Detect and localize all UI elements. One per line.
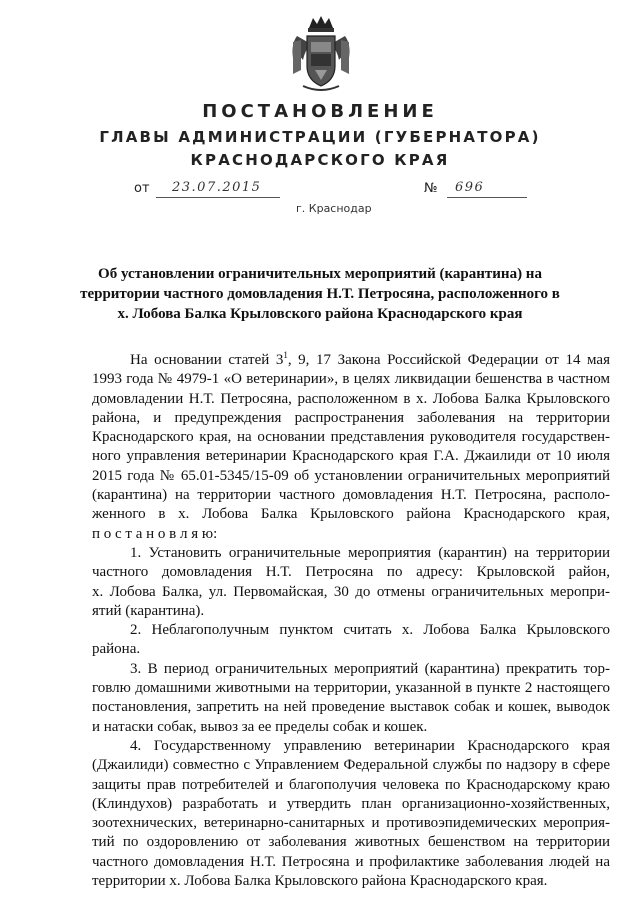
preamble-line-rest: , 9, 17 Закона Российской Федерации от 14 мая <box>287 352 610 368</box>
date-underline <box>156 197 280 198</box>
body-line: говлю домашними животными на территории, указанной в пункте 2 настоящего <box>92 680 610 697</box>
body-line: 1993 года № 4979-1 «О ветеринарии», в целях ликвидации бешенства в частном <box>92 371 610 388</box>
body-line: частного домовладения Н.Т. Петросяна по адресу: Крыловской район, <box>92 564 610 581</box>
number-prefix: № <box>424 181 438 196</box>
body-line: 1. Установить ограничительные мероприятия (карантин) на территории <box>130 544 610 561</box>
document-body <box>92 346 610 891</box>
region-heading: КРАСНОДАРСКОГО КРАЯ <box>190 151 450 169</box>
body-line: х. Лобова Балка, ул. Первомайская, 30 до отмены ограничительных меропри- <box>92 583 610 600</box>
body-line: домовладении Н.Т. Петросяна, расположенном в х. Лобова Балка Крыловского <box>92 390 610 407</box>
issuer-heading: ГЛАВЫ АДМИНИСТРАЦИИ (ГУБЕРНАТОРА) <box>99 128 541 146</box>
title-line: территории частного домовладения Н.Т. Петросяна, расположенного в <box>80 286 560 302</box>
body-line: ного управления ветеринарии Краснодарского края Г.А. Джаилиди от 10 июля <box>92 448 610 465</box>
body-line: территории х. Лобова Балка Крыловского района Краснодарского края. <box>92 873 548 890</box>
body-line: частного домовладения Н.Т. Петросяна и профилактике заболевания людей на <box>92 853 610 870</box>
body-line: зоотехнических, ветеринарно-санитарных и противоэпидемических мероприя- <box>92 815 610 832</box>
coat-of-arms-icon <box>289 14 353 94</box>
body-line: 2015 года № 65.01-5345/15-09 об установлении ограничительных мероприятий <box>92 467 610 484</box>
article-superscript: 1 <box>283 350 288 360</box>
date-prefix: от <box>134 181 150 196</box>
body-line <box>92 346 610 370</box>
body-line: 3. В период ограничительных мероприятий (карантина) прекратить тор- <box>130 660 610 677</box>
body-line: защиты прав потребителей и благополучия человека по Краснодарскому краю <box>92 776 610 793</box>
date-handwritten: 23.07.2015 <box>172 180 262 195</box>
city-label: г. Краснодар <box>296 202 372 215</box>
preamble-paragraph <box>92 346 610 544</box>
body-line: 4. Государственному управлению ветеринарии Краснодарского края <box>130 737 610 754</box>
body-line: района. <box>92 641 141 658</box>
body-line: женного в х. Лобова Балка Крыловского района Краснодарского края, <box>92 506 610 523</box>
title-line: х. Лобова Балка Крыловского района Краснодарского края <box>117 306 523 322</box>
title-line: Об установлении ограничительных мероприятий (карантина) на <box>98 266 542 282</box>
number-underline <box>447 197 527 198</box>
body-line: 2. Неблагополучным пунктом считать х. Лобова Балка Крыловского <box>130 622 610 639</box>
item-3 <box>92 660 610 737</box>
document-title <box>80 264 560 324</box>
item-2 <box>92 621 610 660</box>
item-4 <box>92 737 610 891</box>
body-line: ятий (карантина). <box>92 602 205 619</box>
decree-word: п о с т а н о в л я ю: <box>92 525 218 542</box>
document-type-heading: ПОСТАНОВЛЕНИЕ <box>202 101 438 122</box>
body-line: тий по оздоровлению от заболевания животных бешенством на территории <box>92 834 610 851</box>
body-line: (Джаилиди) совместно с Управлением Федеральной службы по надзору в сфере <box>92 757 610 774</box>
body-line: (Клиндухов) разработать и утвердить план организационно-хозяйственных, <box>92 795 610 812</box>
body-line: (карантина) на территории частного домовладения Н.Т. Петросяна, располо- <box>92 487 610 504</box>
body-line: постановления, запретить на ней проведение выставок собак и кошек, выводок <box>92 699 610 716</box>
item-1 <box>92 544 610 621</box>
body-line: Краснодарского края, на основании представления руководителя государствен- <box>92 429 610 446</box>
number-handwritten: 696 <box>455 180 485 195</box>
body-line: и натаски собак, вывоз за ее пределы собак и кошек. <box>92 718 428 735</box>
body-line: района, и предупреждения распространения заболевания на территории <box>92 409 610 426</box>
preamble-line-start: На основании статей 3 <box>130 352 284 368</box>
